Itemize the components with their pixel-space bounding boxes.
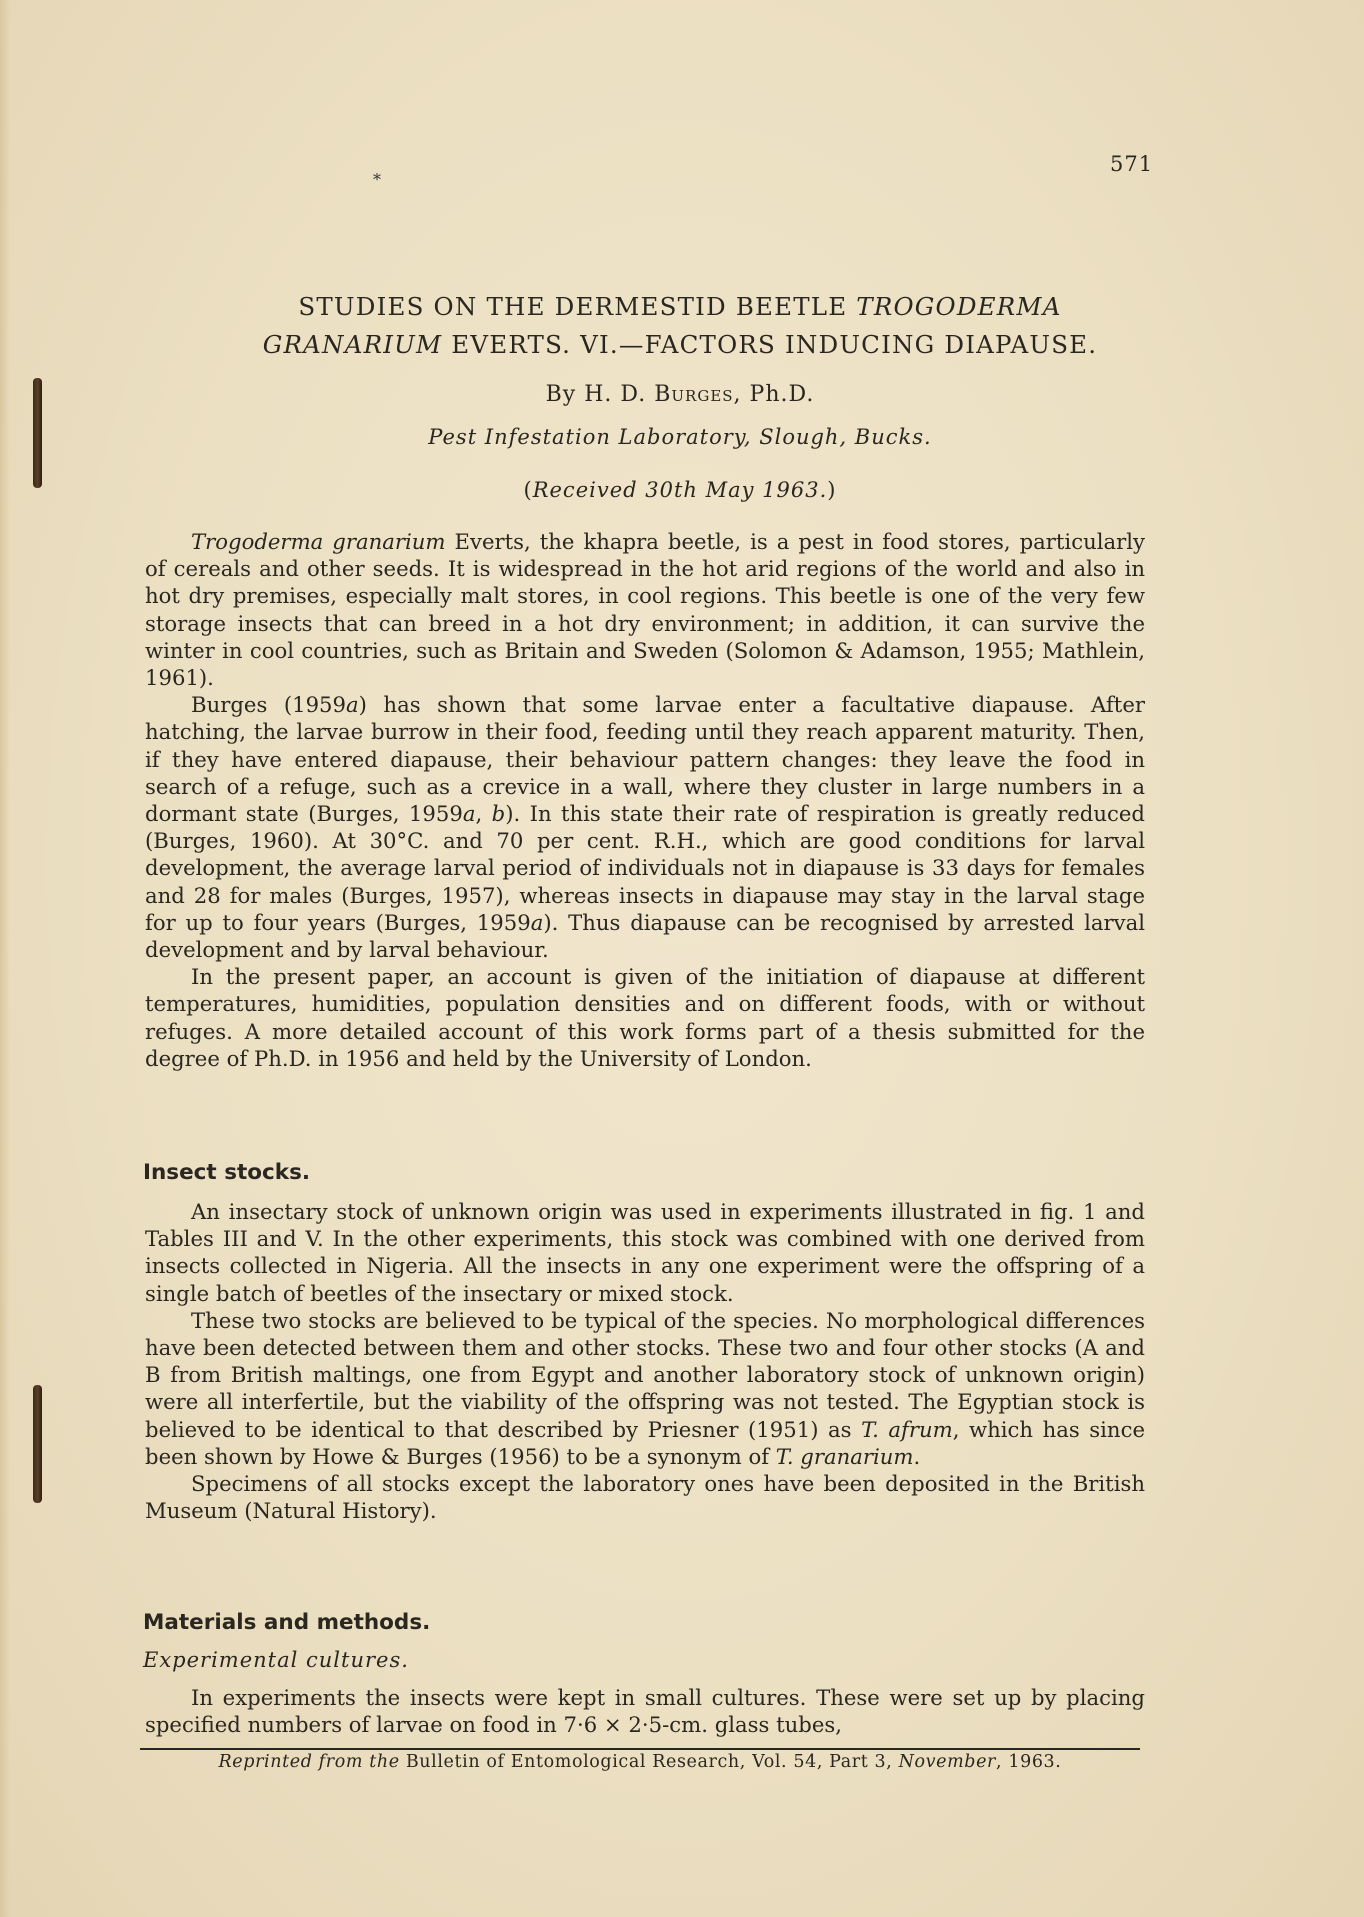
byline [150,382,1210,407]
insect-stocks-section [145,1198,1145,1524]
print-mark: * [373,170,381,189]
page-edge-shadow [0,0,10,1917]
insects-p2-c: . [913,1443,921,1469]
heading-insect-stocks: Insect stocks. [143,1160,311,1185]
title-species: GRANARIUM [262,330,443,359]
reprint-footer [140,1752,1140,1772]
received-open: ( [523,478,533,502]
heading-materials-methods: Materials and methods. [143,1610,431,1635]
received-close: ) [827,478,837,502]
intro-p2-d: ). In this state their rate of respiration is greatly reduced (Burges, 1960). At 30°C. and 70 per cent. R.H., which are good conditions for larval development, the average larval period of individuals not in diapause is 33 days for females and 28 for males (Burges, 1957), whereas insects in diapause may stay in the larval stage for up to four years (Burges, 1959 [145,801,1145,935]
intro-p2-b-it: a [462,801,476,827]
intro-p2-b: ) has shown that some larvae enter a facultative diapause. After hatching, the larvae burrow in their food, feeding until they reach apparent maturity. Then, if they have entered diapause, their behaviour pattern changes: they leave the food in search of a refuge, such as a crevice in a wall, where they cluster in large numbers in a dormant state (Burges, 1959 [145,692,1145,827]
article-title [150,288,1210,364]
intro-p2-c: , [475,801,492,827]
footer-roman-a: Bulletin of Entomological Research, Vol. 54, Part 3, [399,1752,899,1772]
intro-p2-a: Burges (1959 [191,692,347,718]
received-text: Received 30th May 1963. [532,478,828,502]
insects-p2-b: , which has since been shown by Howe & Burges (1956) to be a synonym of [145,1416,1145,1469]
title-line-1 [150,288,1210,326]
title-genus: TROGODERMA [856,292,1062,321]
byline-suffix: , Ph.D. [733,382,815,407]
footer-italic-a: Reprinted from the [218,1752,400,1772]
footer-italic-b: November [898,1752,997,1772]
author-surname: Burges [654,382,734,407]
insects-paragraph-1: An insectary stock of unknown origin was used in experiments illustrated in fig. 1 and Tables III and V. In the other experiments, this stock was combined with one derived from insects collected in Nigeria. All the insects in any one experiment were the offspring of a single batch of beetles of the insectary or mixed stock. [145,1199,1145,1306]
footer-rule [140,1748,1140,1750]
insects-p2-it1: T. afrum [861,1416,953,1442]
title-line-2-roman: EVERTS. VI.—FACTORS INDUCING DIAPAUSE. [442,330,1098,359]
staple-top [33,378,42,488]
intro-paragraph-2 [145,691,1145,963]
intro-paragraph-3: In the present paper, an account is given of the initiation of diapause at different temperatures, humidities, population densities and on different foods, with or without refuges. A more detailed account of this work forms part of a thesis submitted for the degree of Ph.D. in 1956 and held by the University of London. [145,964,1145,1071]
introduction [145,528,1145,1072]
affiliation: Pest Infestation Laboratory, Slough, Bucks. [428,425,932,449]
footer-roman-b: , 1963. [996,1752,1062,1772]
title-line-1-roman: STUDIES ON THE DERMESTID BEETLE [298,292,857,321]
insects-p2-a: These two stocks are believed to be typical of the species. No morphological differences have been detected between them and other stocks. These two and four other stocks (A and B from British maltings, one from Egypt and another laboratory stock of unknown origin) were all interfertile, but the viability of the offspring was not tested. The Egyptian stock is believed to be identical to that described by Priesner (1951) as [145,1307,1145,1442]
received-date [150,478,1210,502]
insects-paragraph-3: Specimens of all stocks except the laboratory ones have been deposited in the British Museum (Natural History). [145,1471,1145,1524]
materials-paragraph-1: In experiments the insects were kept in small cultures. These were set up by placing specified numbers of larvae on food in 7·6 × 2·5-cm. glass tubes, [145,1685,1145,1738]
page-number: 571 [1110,152,1154,176]
insects-p2-it2: T. granarium [775,1443,914,1469]
staple-bottom [33,1385,42,1503]
byline-prefix: By H. D. [545,382,655,407]
species-name: Trogoderma granarium [191,529,446,554]
materials-section [145,1684,1145,1738]
intro-p2-c-it: b [491,801,506,827]
subheading-experimental-cultures: Experimental cultures. [143,1648,409,1672]
intro-p2-d-it: a [530,909,544,935]
title-line-2 [150,326,1210,364]
intro-paragraph-1 [145,528,1145,691]
intro-p2-e: ). Thus diapause can be recognised by arrested larval development and by larval behaviour. [145,909,1145,963]
insects-paragraph-2 [145,1307,1145,1470]
intro-p2-a-it: a [346,692,359,718]
intro-p1-text: Everts, the khapra beetle, is a pest in food stores, particularly of cereals and other seeds. It is widespread in the hot arid regions of the world and also in hot dry premises, especially malt stores, in cool regions. This beetle is one of the very few storage insects that can breed in a hot dry environment; in addition, it can survive the winter in cool countries, such as Britain and Sweden (Solomon & Adamson, 1955; Mathlein, 1961). [145,529,1145,691]
